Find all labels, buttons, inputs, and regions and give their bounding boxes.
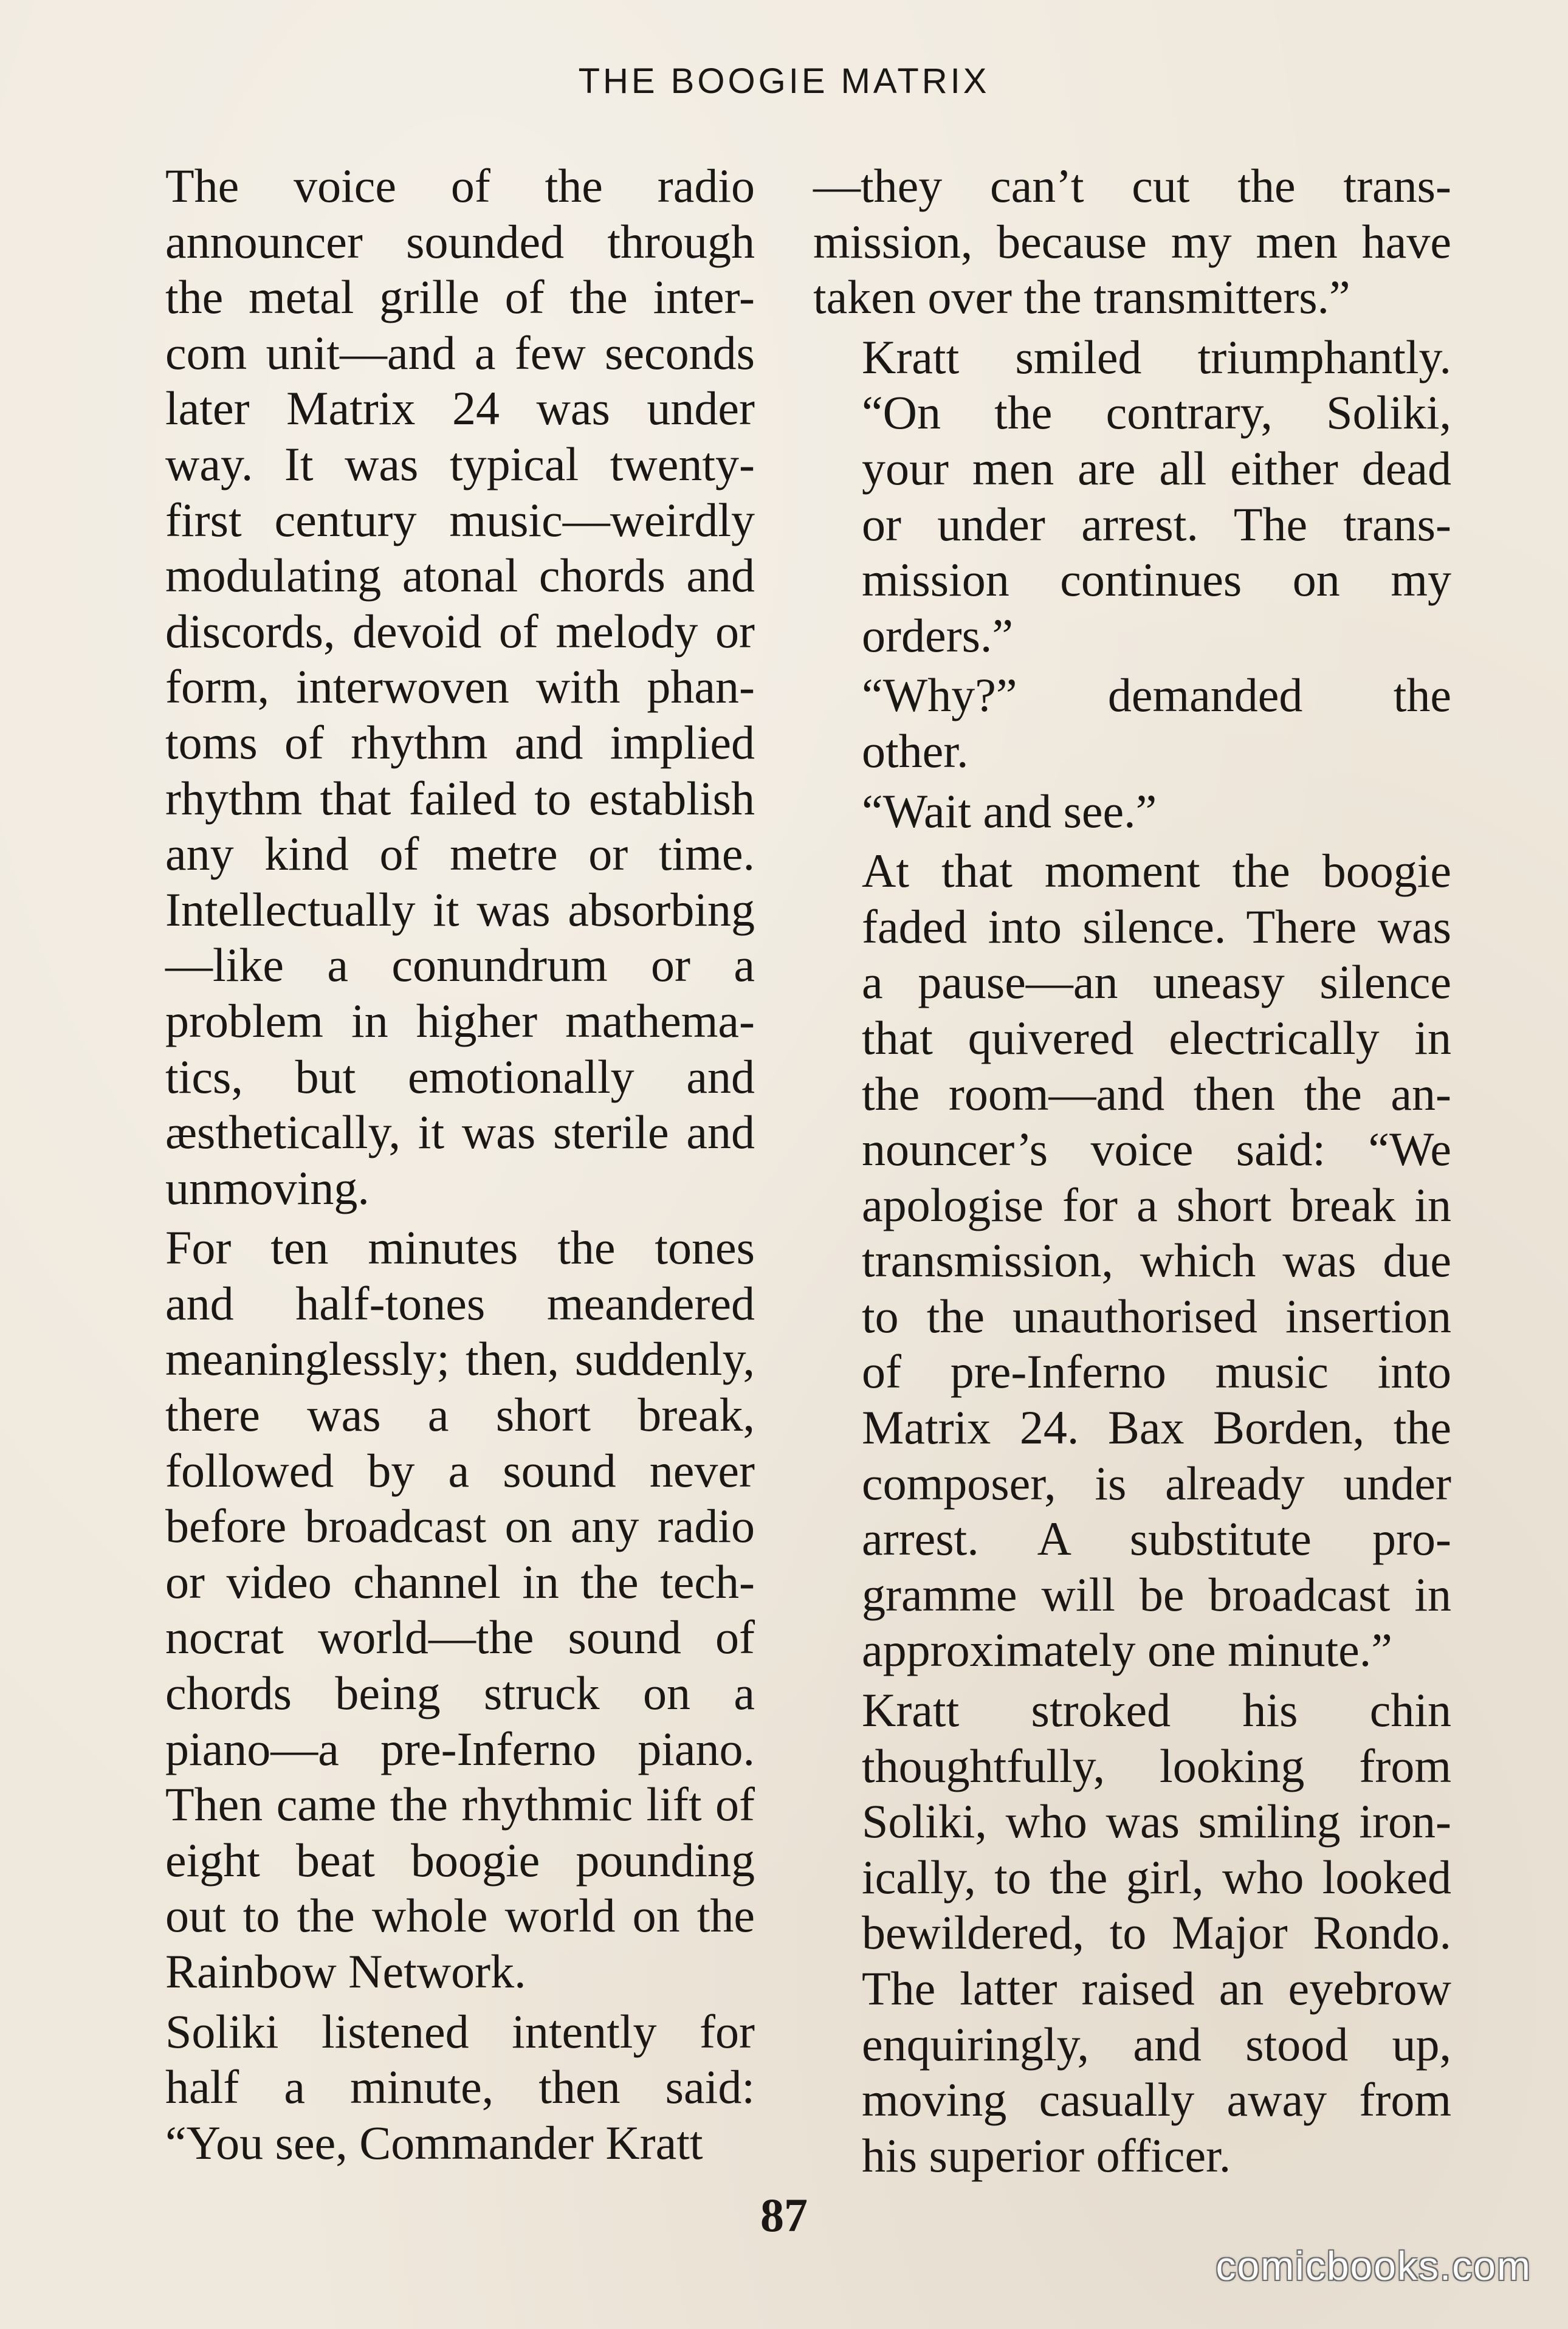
- text-line: taken over the transmitters.”: [813, 270, 1350, 324]
- text-line: transmission, which was due: [862, 1234, 1451, 1287]
- text-line: For ten minutes the tones: [165, 1221, 755, 1275]
- text-line: way. It was typical twenty-: [165, 437, 755, 490]
- right-column: [813, 158, 1451, 2183]
- text-line: “You see, Commander Kratt: [165, 2116, 703, 2169]
- text-line: gramme will be broadcast in: [862, 1567, 1451, 1621]
- text-line: the metal grille of the inter-: [165, 270, 755, 324]
- text-line: approximately one minute.”: [862, 1623, 1392, 1677]
- text-line: “Why?” demanded the: [862, 669, 1451, 722]
- text-line: his superior officer.: [862, 2128, 1231, 2182]
- text-line: moving casually away from: [862, 2073, 1451, 2127]
- text-line: that quivered electrically in: [862, 1011, 1451, 1064]
- paragraph: [813, 843, 1451, 1678]
- text-line: Intellectually it was absorbing: [165, 882, 755, 936]
- text-line: orders.”: [862, 608, 1014, 662]
- text-line: or video channel in the tech-: [165, 1555, 755, 1608]
- text-line: apologise for a short break in: [862, 1178, 1451, 1231]
- text-line: discords, devoid of melody or: [165, 604, 755, 658]
- text-line: bewildered, to Major Rondo.: [862, 1906, 1451, 1959]
- text-line: the room—and then the an-: [862, 1067, 1451, 1120]
- watermark: comicbooks.com: [1216, 2243, 1532, 2288]
- text-line: problem in higher mathema-: [165, 994, 755, 1047]
- text-line: your men are all either dead: [862, 441, 1451, 495]
- text-line: Rainbow Network.: [165, 1945, 526, 1998]
- text-line: —like a conundrum or a: [165, 938, 755, 992]
- running-head: THE BOOGIE MATRIX: [578, 61, 990, 101]
- text-line: The voice of the radio: [165, 159, 755, 212]
- text-line: first century music—weirdly: [165, 493, 755, 546]
- text-line: half a minute, then said:: [165, 2060, 755, 2114]
- text-line: The latter raised an eyebrow: [862, 1962, 1451, 2015]
- paragraph: [813, 158, 1451, 325]
- text-line: “Wait and see.”: [862, 784, 1157, 838]
- paragraph: [813, 1682, 1451, 2183]
- text-line: rhythm that failed to establish: [165, 771, 755, 825]
- paragraph: [117, 1220, 755, 1999]
- paragraph: [813, 783, 1451, 839]
- paragraph: [813, 329, 1451, 664]
- text-line: —they can’t cut the trans-: [813, 159, 1451, 212]
- text-line: piano—a pre-Inferno piano.: [165, 1722, 755, 1775]
- text-line: toms of rhythm and implied: [165, 715, 755, 769]
- paragraph: [117, 158, 755, 1216]
- text-line: enquiringly, and stood up,: [862, 2017, 1451, 2071]
- text-line: to the unauthorised insertion: [862, 1289, 1451, 1343]
- text-line: any kind of metre or time.: [165, 827, 755, 881]
- text-line: faded into silence. There was: [862, 900, 1451, 953]
- text-line: or under arrest. The trans-: [862, 497, 1451, 551]
- text-line: Soliki, who was smiling iron-: [862, 1795, 1451, 1848]
- text-line: thoughtfully, looking from: [862, 1739, 1451, 1792]
- text-line: arrest. A substitute pro-: [862, 1512, 1451, 1566]
- text-line: modulating atonal chords and: [165, 549, 755, 602]
- text-line: Matrix 24. Bax Borden, the: [862, 1401, 1451, 1454]
- text-line: Then came the rhythmic lift of: [165, 1778, 755, 1831]
- text-line: Kratt stroked his chin: [862, 1684, 1451, 1737]
- text-line: form, interwoven with phan-: [165, 660, 755, 714]
- text-line: Soliki listened intently for: [165, 2004, 755, 2058]
- text-line: and half-tones meandered: [165, 1276, 755, 1330]
- text-line: nouncer’s voice said: “We: [862, 1123, 1451, 1176]
- text-line: mission continues on my: [862, 553, 1451, 607]
- text-line: other.: [862, 724, 969, 777]
- text-line: eight beat boogie pounding: [165, 1833, 755, 1887]
- text-line: there was a short break,: [165, 1388, 755, 1442]
- text-line: mission, because my men have: [813, 215, 1451, 268]
- left-column: [117, 158, 755, 2170]
- text-line: nocrat world—the sound of: [165, 1611, 755, 1664]
- text-line: com unit—and a few seconds: [165, 326, 755, 379]
- text-line: ically, to the girl, who looked: [862, 1850, 1451, 1904]
- text-line: chords being struck on a: [165, 1667, 755, 1720]
- text-line: composer, is already under: [862, 1456, 1451, 1510]
- page-number: 87: [760, 2189, 808, 2241]
- text-line: followed by a sound never: [165, 1443, 755, 1497]
- text-line: Kratt smiled triumphantly.: [862, 330, 1451, 384]
- text-line: meaninglessly; then, suddenly,: [165, 1332, 755, 1386]
- paragraph: [813, 667, 1451, 779]
- paragraph: [117, 2004, 755, 2171]
- text-line: At that moment the boogie: [862, 844, 1451, 898]
- text-line: out to the whole world on the: [165, 1889, 755, 1942]
- text-line: a pause—an uneasy silence: [862, 955, 1451, 1009]
- text-line: unmoving.: [165, 1161, 370, 1214]
- text-line: before broadcast on any radio: [165, 1499, 755, 1553]
- text-line: later Matrix 24 was under: [165, 382, 755, 435]
- text-line: æsthetically, it was sterile and: [165, 1106, 755, 1159]
- text-line: tics, but emotionally and: [165, 1050, 755, 1103]
- text-line: announcer sounded through: [165, 215, 755, 268]
- text-line: “On the contrary, Soliki,: [862, 386, 1451, 439]
- text-line: of pre-Inferno music into: [862, 1345, 1451, 1398]
